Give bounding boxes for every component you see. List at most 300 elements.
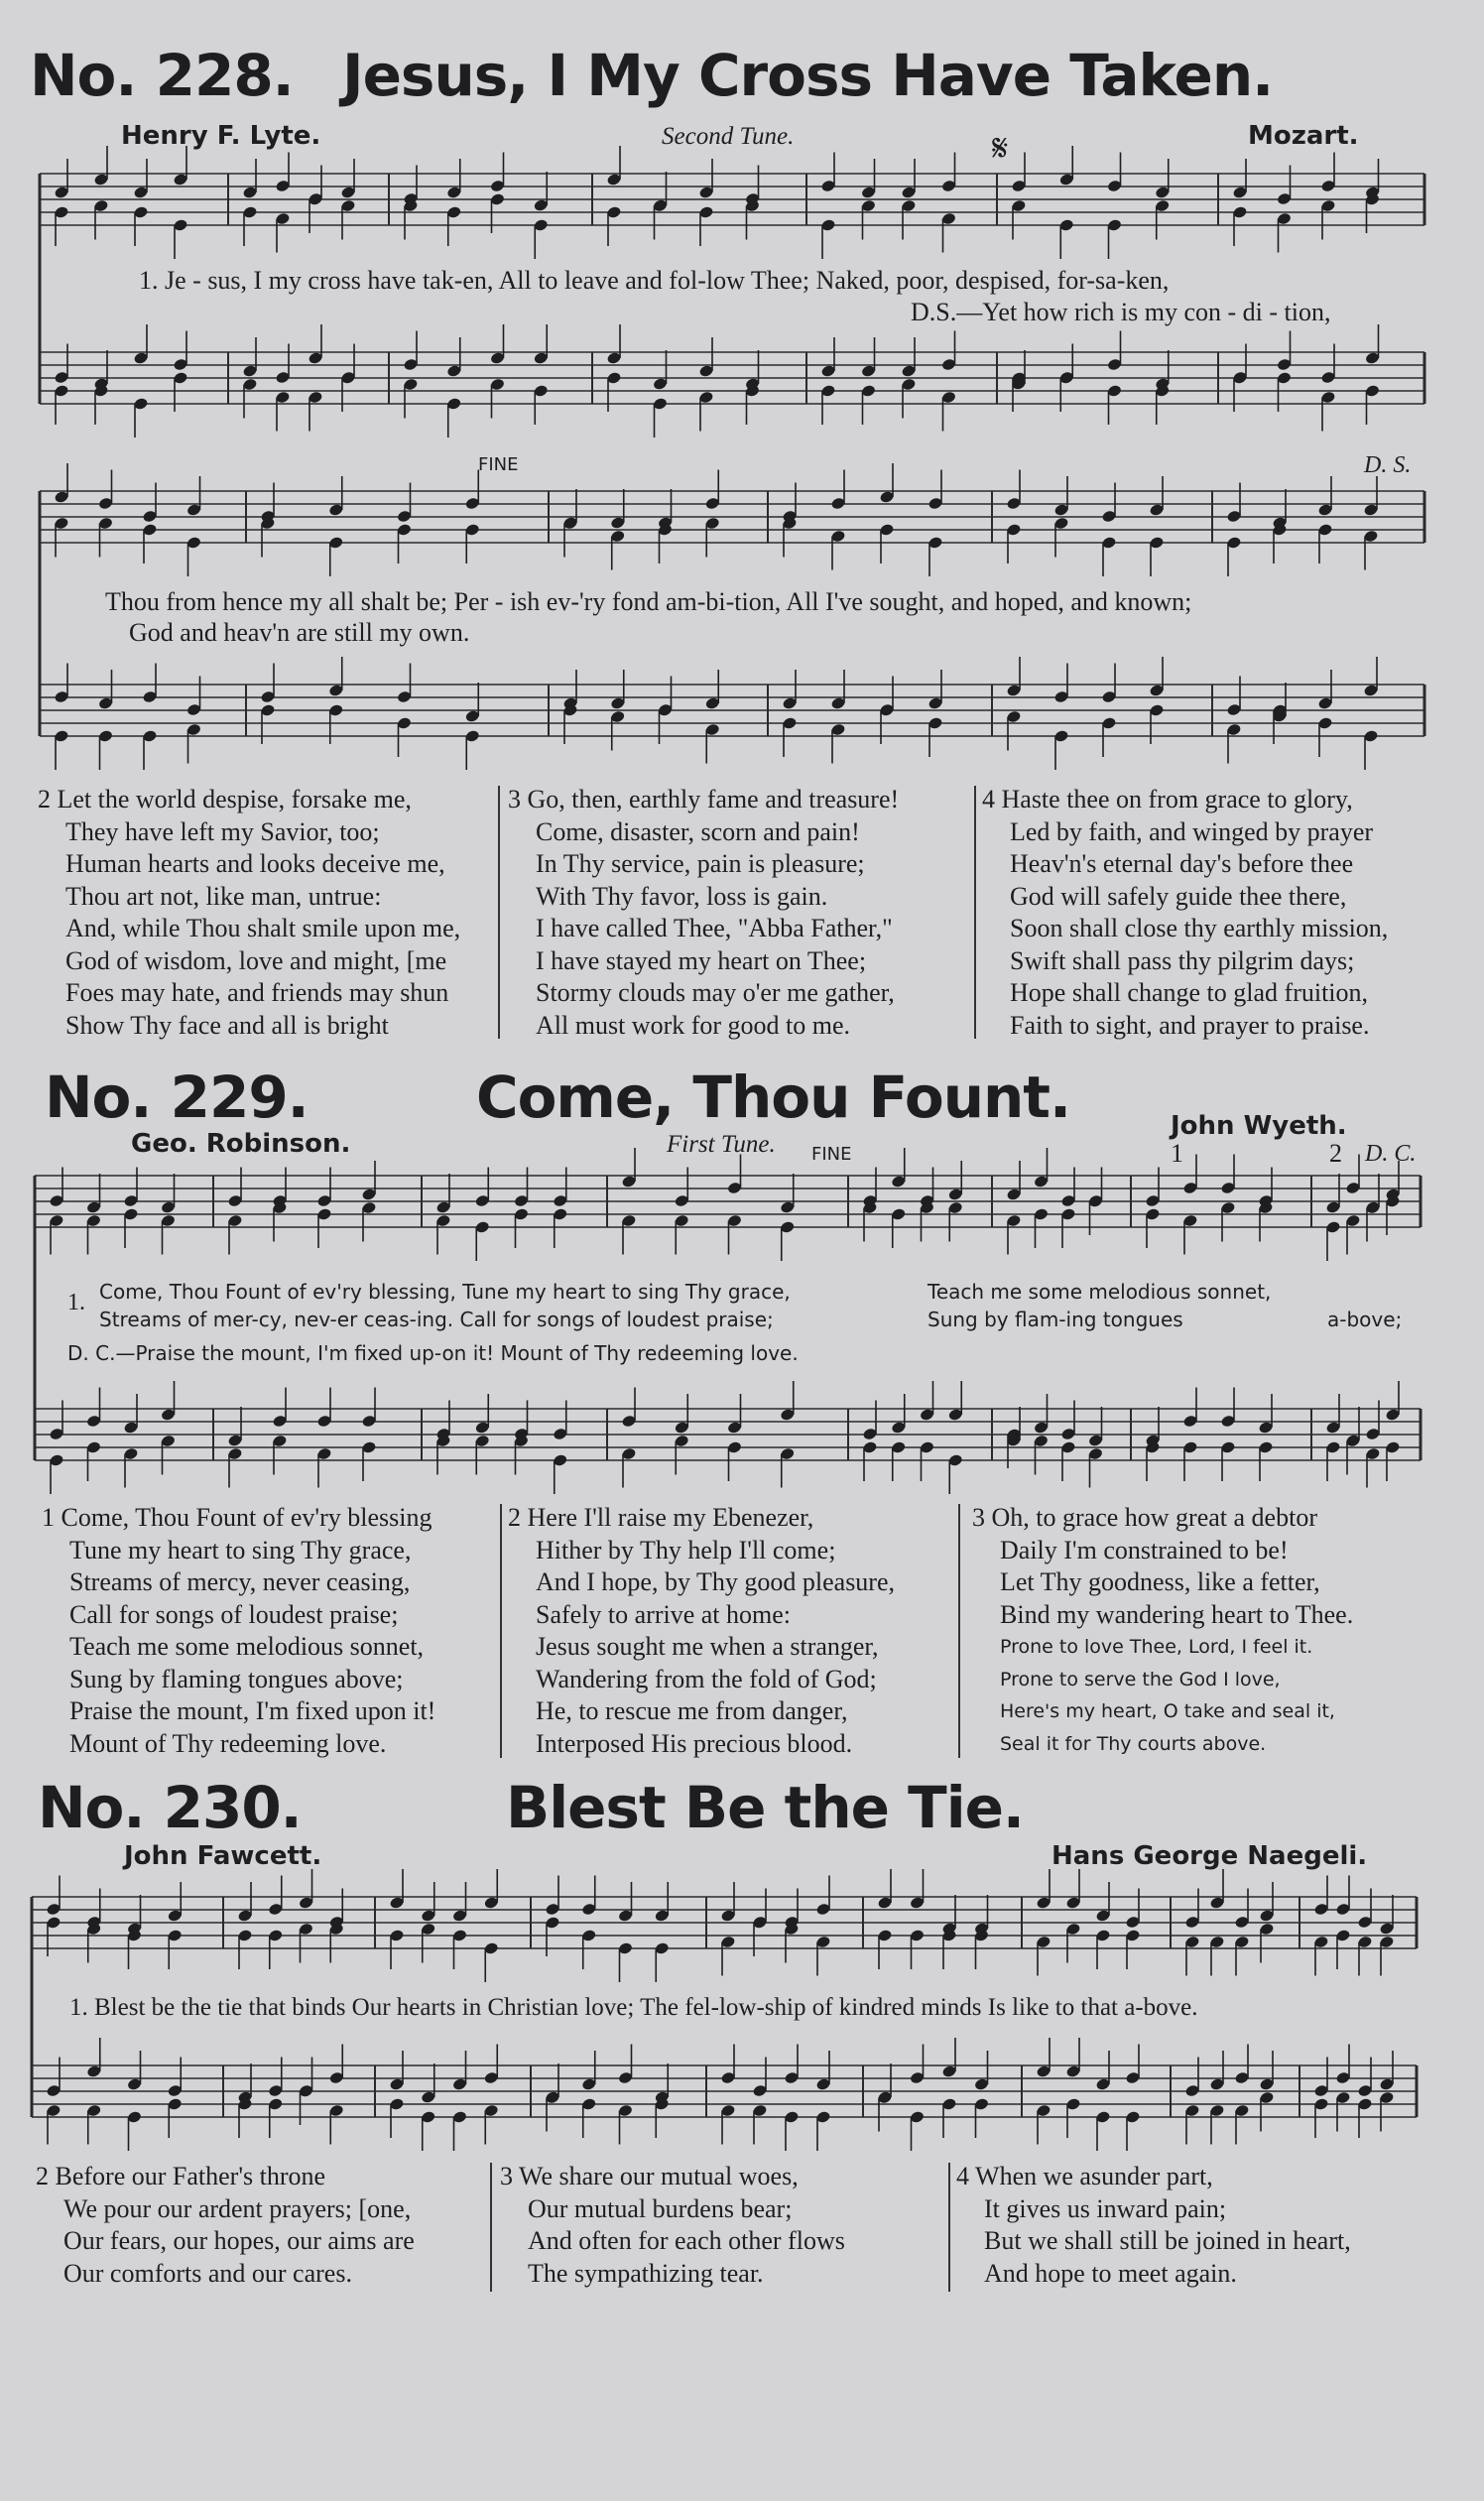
verse-line: Praise the mount, I'm fixed upon it! [69, 1696, 436, 1725]
note-head [389, 1929, 405, 1942]
note-head [1258, 1201, 1274, 1215]
note-head [275, 180, 291, 193]
note-head [1053, 690, 1069, 704]
note-head [474, 1194, 490, 1208]
hymn-228-number: No. 228. [30, 42, 294, 109]
note-head [237, 1909, 253, 1923]
note-head [98, 696, 114, 710]
verse-line: They have left my Savior, too; [65, 816, 380, 846]
note-head [133, 205, 149, 219]
note-head [1107, 358, 1123, 372]
note-head [1011, 371, 1027, 385]
note-head [1011, 377, 1027, 391]
note-head [1060, 1207, 1076, 1221]
note-head [654, 2090, 670, 2104]
note-head [1365, 1428, 1381, 1441]
note-head [545, 1916, 560, 1930]
note-head [299, 1896, 314, 1910]
note-head [621, 1447, 637, 1461]
note-head [862, 1194, 878, 1208]
note-head [1065, 1923, 1081, 1937]
verse-line: Wandering from the fold of God; [536, 1664, 877, 1693]
note-head [133, 186, 149, 199]
note-head [1058, 371, 1074, 385]
verse-divider [490, 2163, 492, 2292]
note-head [910, 2110, 926, 2124]
note-head [606, 173, 622, 187]
note-head [780, 1408, 796, 1422]
verse-line: 2 Let the world despise, forsake me, [38, 785, 412, 813]
hymn-229-verse-3 [972, 1502, 1353, 1760]
note-head [553, 1428, 568, 1441]
note-head [435, 1428, 451, 1441]
note-head [1101, 716, 1117, 730]
note-head [1209, 1896, 1225, 1910]
note-head [1320, 391, 1336, 405]
note-head [891, 1207, 907, 1221]
note-head [581, 1929, 597, 1942]
note-head [698, 364, 714, 378]
note-head [1006, 684, 1022, 697]
note-head [93, 173, 109, 187]
hymn-229-lyric-c: Teach me some melodious sonnet, [928, 1280, 1272, 1304]
note-head [920, 1408, 935, 1422]
note-head [1088, 1194, 1104, 1208]
note-head [1357, 2097, 1373, 2111]
note-head [1335, 1929, 1351, 1942]
note-head [186, 536, 202, 550]
note-head [490, 378, 506, 392]
verse-line: All must work for good to me. [536, 1010, 851, 1040]
note-head [920, 1201, 935, 1215]
note-head [1060, 1194, 1076, 1208]
note-head [784, 1923, 800, 1937]
note-head [606, 371, 622, 385]
note-head [123, 1207, 139, 1221]
note-head [941, 212, 957, 226]
note-head [268, 2084, 284, 2098]
note-head [1363, 729, 1379, 743]
note-head [891, 1175, 907, 1188]
note-head [1385, 1188, 1401, 1201]
note-head [830, 723, 846, 737]
verse-line: Bind my wandering heart to Thee. [1000, 1599, 1354, 1629]
verse-line: Sung by flaming tongues above; [69, 1664, 404, 1693]
note-head [227, 1194, 243, 1208]
note-head [397, 690, 413, 704]
note-head [227, 1434, 243, 1447]
note-head [1345, 1182, 1361, 1195]
note-head [93, 384, 109, 398]
note-head [1258, 1440, 1274, 1454]
note-head [910, 1929, 926, 1942]
note-head [86, 1214, 102, 1228]
verse-line: Thou art not, like man, untrue: [65, 881, 382, 911]
note-head [1182, 1440, 1198, 1454]
note-head [328, 684, 344, 697]
hymn-229-title: Come, Thou Fount. [476, 1063, 1071, 1131]
note-head [272, 1435, 288, 1448]
note-head [782, 517, 798, 531]
note-head [1379, 1936, 1395, 1949]
note-head [483, 2071, 499, 2085]
note-head [1277, 371, 1293, 385]
hymn-228-verse-4 [982, 784, 1388, 1042]
note-head [54, 186, 69, 199]
note-head [658, 703, 674, 717]
note-head [752, 1916, 768, 1930]
note-head [891, 1421, 907, 1435]
verse-line: God will safely guide thee there, [1010, 881, 1347, 911]
note-head [186, 723, 202, 737]
note-head [1258, 1194, 1274, 1208]
note-head [446, 186, 462, 199]
note-head [361, 1188, 377, 1201]
verse-line: Come, disaster, scorn and pain! [536, 816, 860, 846]
note-head [161, 1408, 177, 1422]
note-head [127, 2077, 143, 2091]
verse-line: Human hearts and looks deceive me, [65, 849, 445, 878]
verse-line: And, while Thou shalt smile upon me, [65, 914, 461, 942]
note-head [1155, 377, 1171, 391]
verse-line: Led by faith, and winged by prayer [1010, 816, 1374, 846]
note-head [127, 2110, 143, 2124]
note-head [237, 2090, 253, 2104]
hymn-230-number: No. 230. [38, 1774, 302, 1841]
note-head [606, 205, 622, 219]
note-head [941, 1929, 957, 1942]
note-head [752, 1916, 768, 1930]
hymn-228-tune: Second Tune. [662, 123, 795, 150]
note-head [1060, 1428, 1076, 1441]
note-head [1317, 503, 1333, 517]
note-head [1209, 2077, 1225, 2091]
note-head [1065, 2064, 1081, 2078]
note-head [275, 391, 291, 405]
note-head [745, 384, 761, 398]
note-head [704, 723, 720, 737]
note-head [316, 1207, 332, 1221]
note-head [745, 199, 761, 213]
note-head [1320, 180, 1336, 193]
note-head [167, 1909, 183, 1923]
note-head [1006, 1434, 1022, 1447]
note-head [1058, 173, 1074, 187]
note-head [328, 2104, 344, 2118]
note-head [901, 186, 917, 199]
verse-line: Prone to love Thee, Lord, I feel it. [1000, 1636, 1313, 1658]
note-head [861, 364, 877, 378]
note-head [861, 384, 877, 398]
verse-line: 4 When we asunder part, [956, 2162, 1213, 2190]
note-head [820, 218, 836, 232]
note-head [947, 1408, 963, 1422]
note-head [1036, 2104, 1051, 2118]
note-head [704, 497, 720, 511]
note-head [1232, 371, 1248, 385]
note-head [474, 1220, 490, 1234]
note-head [452, 2110, 468, 2124]
note-head [186, 503, 202, 517]
note-head [1357, 2084, 1373, 2098]
hymn-228-author: Henry F. Lyte. [121, 121, 321, 151]
note-head [421, 2090, 436, 2104]
note-head [1335, 1903, 1351, 1917]
note-head [1313, 2097, 1329, 2111]
note-head [1363, 530, 1379, 544]
note-head [1313, 2084, 1329, 2098]
note-head [1365, 384, 1381, 398]
note-head [483, 1941, 499, 1955]
note-head [780, 1200, 796, 1214]
note-head [618, 2071, 634, 2085]
note-head [340, 371, 356, 385]
note-head [403, 192, 419, 206]
note-head [86, 1923, 102, 1937]
first-ending-marker: 1 [1171, 1139, 1183, 1168]
note-head [910, 1896, 926, 1910]
note-head [1272, 709, 1288, 723]
note-head [46, 2084, 62, 2098]
hymn-228-lyric-line-1: 1. Je - sus, I my cross have tak-en, All to leave and fol-low Thee; Naked, poor, despised, for-sa-ken, [139, 266, 1170, 295]
note-head [830, 530, 846, 544]
hymn-230-composer: Hans George Naegeli. [1051, 1841, 1368, 1871]
note-head [862, 1440, 878, 1454]
note-head [435, 1214, 451, 1228]
note-head [1145, 1440, 1161, 1454]
hymn-229-lyric-b: Streams of mer-cy, nev-er ceas-ing. Call for songs of loudest praise; [99, 1308, 774, 1331]
verse-line: God of wisdom, love and might, [me [65, 945, 447, 975]
note-head [674, 1421, 689, 1435]
note-head [49, 1194, 64, 1208]
note-head [272, 1194, 288, 1208]
verse-line: Safely to arrive at home: [536, 1599, 792, 1629]
hymn-228-title: Jesus, I My Cross Have Taken. [342, 42, 1274, 109]
note-head [1220, 1440, 1236, 1454]
verse-divider [958, 1504, 960, 1758]
note-head [308, 391, 323, 405]
note-head [268, 1903, 284, 1917]
note-head [1232, 186, 1248, 199]
note-head [1182, 1182, 1198, 1195]
verse-line: 3 Go, then, earthly fame and treasure! [508, 785, 900, 813]
note-head [877, 2091, 893, 2105]
verse-line: 3 We share our mutual woes, [500, 2162, 799, 2190]
note-head [86, 2104, 102, 2118]
note-head [910, 2071, 926, 2085]
note-head [1259, 2091, 1275, 2105]
note-head [727, 1421, 743, 1435]
note-head [1317, 716, 1333, 730]
note-head [1220, 1415, 1236, 1429]
note-head [308, 192, 323, 206]
note-head [727, 1440, 743, 1454]
note-head [1011, 199, 1027, 213]
note-head [545, 2090, 560, 2104]
note-head [1277, 358, 1293, 372]
note-head [1385, 1440, 1401, 1454]
note-head [389, 2077, 405, 2091]
note-head [464, 497, 480, 511]
note-head [1363, 503, 1379, 517]
note-head [1182, 1415, 1198, 1429]
note-head [1184, 2104, 1200, 2118]
note-head [242, 378, 258, 392]
note-head [879, 490, 895, 504]
note-head [54, 384, 69, 398]
note-head [745, 377, 761, 391]
note-head [1365, 192, 1381, 206]
hymn-229-lyric-e: a-bove; [1327, 1308, 1403, 1331]
note-head [974, 2097, 990, 2111]
note-head [621, 1175, 637, 1188]
note-head [490, 192, 506, 206]
note-head [606, 351, 622, 365]
note-head [1365, 1200, 1381, 1214]
note-head [654, 1909, 670, 1923]
note-head [610, 696, 626, 710]
note-head [1385, 1194, 1401, 1208]
verse-line: Show Thy face and all is bright [65, 1010, 389, 1040]
note-head [474, 1435, 490, 1448]
note-head [54, 517, 69, 531]
note-head [1226, 536, 1242, 550]
note-head [328, 1916, 344, 1930]
note-head [161, 1200, 177, 1214]
note-head [533, 351, 549, 365]
note-head [947, 1188, 963, 1201]
note-head [389, 1896, 405, 1910]
verse-line: Jesus sought me when a stranger, [536, 1632, 879, 1661]
note-head [490, 180, 506, 193]
segno-icon: 𝄋 [992, 128, 1009, 170]
note-head [173, 218, 188, 232]
note-head [1184, 2084, 1200, 2098]
note-head [562, 516, 578, 530]
note-head [54, 205, 69, 219]
note-head [446, 205, 462, 219]
note-head [1145, 1207, 1161, 1221]
verse-line: I have stayed my heart on Thee; [536, 945, 867, 975]
note-head [879, 523, 895, 537]
note-head [782, 696, 798, 710]
verse-line: Here's my heart, O take and seal it, [1000, 1700, 1335, 1722]
note-head [361, 1201, 377, 1215]
note-head [920, 1440, 935, 1454]
note-head [1259, 2077, 1275, 2091]
note-head [1182, 1214, 1198, 1228]
hymn-229-author: Geo. Robinson. [131, 1129, 351, 1159]
note-head [514, 1194, 530, 1208]
note-head [1317, 696, 1333, 710]
note-head [545, 1903, 560, 1917]
note-head [974, 1929, 990, 1942]
note-head [389, 2097, 405, 2111]
note-head [167, 1929, 183, 1942]
note-head [1065, 2097, 1081, 2111]
note-head [272, 1415, 288, 1429]
note-head [227, 1214, 243, 1228]
note-head [674, 1214, 689, 1228]
note-head [299, 2084, 314, 2098]
hymn-229-verse-number: 1. [67, 1290, 85, 1315]
note-head [1277, 212, 1293, 226]
verse-line: The sympathizing tear. [528, 2258, 764, 2288]
verse-line: Stormy clouds may o'er me gather, [536, 978, 895, 1007]
note-head [704, 517, 720, 531]
note-head [1088, 1434, 1104, 1447]
note-head [54, 371, 69, 385]
note-head [1232, 371, 1248, 385]
note-head [397, 523, 413, 537]
note-head [1006, 1188, 1022, 1201]
hymn-229-verse-2 [508, 1502, 895, 1760]
note-head [1058, 218, 1074, 232]
note-head [658, 523, 674, 537]
note-head [161, 1435, 177, 1448]
note-head [328, 1923, 344, 1937]
note-head [941, 180, 957, 193]
note-head [299, 1923, 314, 1937]
hymn-230-title: Blest Be the Tie. [506, 1774, 1024, 1841]
note-head [268, 1929, 284, 1942]
note-head [328, 2071, 344, 2085]
note-head [1145, 1194, 1161, 1208]
hymn-229-verse-1 [42, 1502, 435, 1760]
note-head [1226, 510, 1242, 524]
note-head [1345, 1435, 1361, 1448]
hymn-230-author: John Fawcett. [124, 1841, 322, 1871]
note-head [268, 2097, 284, 2111]
note-head [361, 1440, 377, 1454]
note-head [1365, 186, 1381, 199]
note-head [562, 696, 578, 710]
hymn-228-verse-2 [38, 784, 460, 1042]
note-head [1034, 1175, 1050, 1188]
verse-line: Tune my heart to sing Thy grace, [69, 1535, 412, 1564]
verse-line: Prone to serve the God I love, [1000, 1668, 1281, 1690]
note-head [397, 510, 413, 524]
note-head [1184, 1936, 1200, 1949]
note-head [1125, 2071, 1141, 2085]
note-head [173, 371, 188, 385]
note-head [93, 377, 109, 391]
note-head [1034, 1435, 1050, 1448]
note-head [727, 1214, 743, 1228]
note-head [86, 1440, 102, 1454]
note-head [1006, 523, 1022, 537]
note-head [901, 364, 917, 378]
note-head [618, 1909, 634, 1923]
note-head [490, 351, 506, 365]
ds-marker: D. S. [1364, 452, 1412, 478]
note-head [340, 371, 356, 385]
note-head [86, 1200, 102, 1214]
note-head [316, 1447, 332, 1461]
note-head [340, 199, 356, 213]
verse-line: Streams of mercy, never ceasing, [69, 1567, 411, 1596]
note-head [86, 1415, 102, 1429]
verse-line: Soon shall close thy earthly mission, [1010, 914, 1389, 942]
note-head [1335, 2071, 1351, 2085]
note-head [1006, 1428, 1022, 1441]
note-head [173, 358, 188, 372]
note-head [272, 1201, 288, 1215]
note-head [1365, 1201, 1381, 1215]
verse-line: Our mutual burdens bear; [528, 2193, 793, 2223]
note-head [928, 716, 943, 730]
hymn-230-lyric-line-1: 1. Blest be the tie that binds Our hearts in Christian love; The fel-low-ship of kindred minds Is like to that a-bove. [69, 1994, 1198, 2021]
